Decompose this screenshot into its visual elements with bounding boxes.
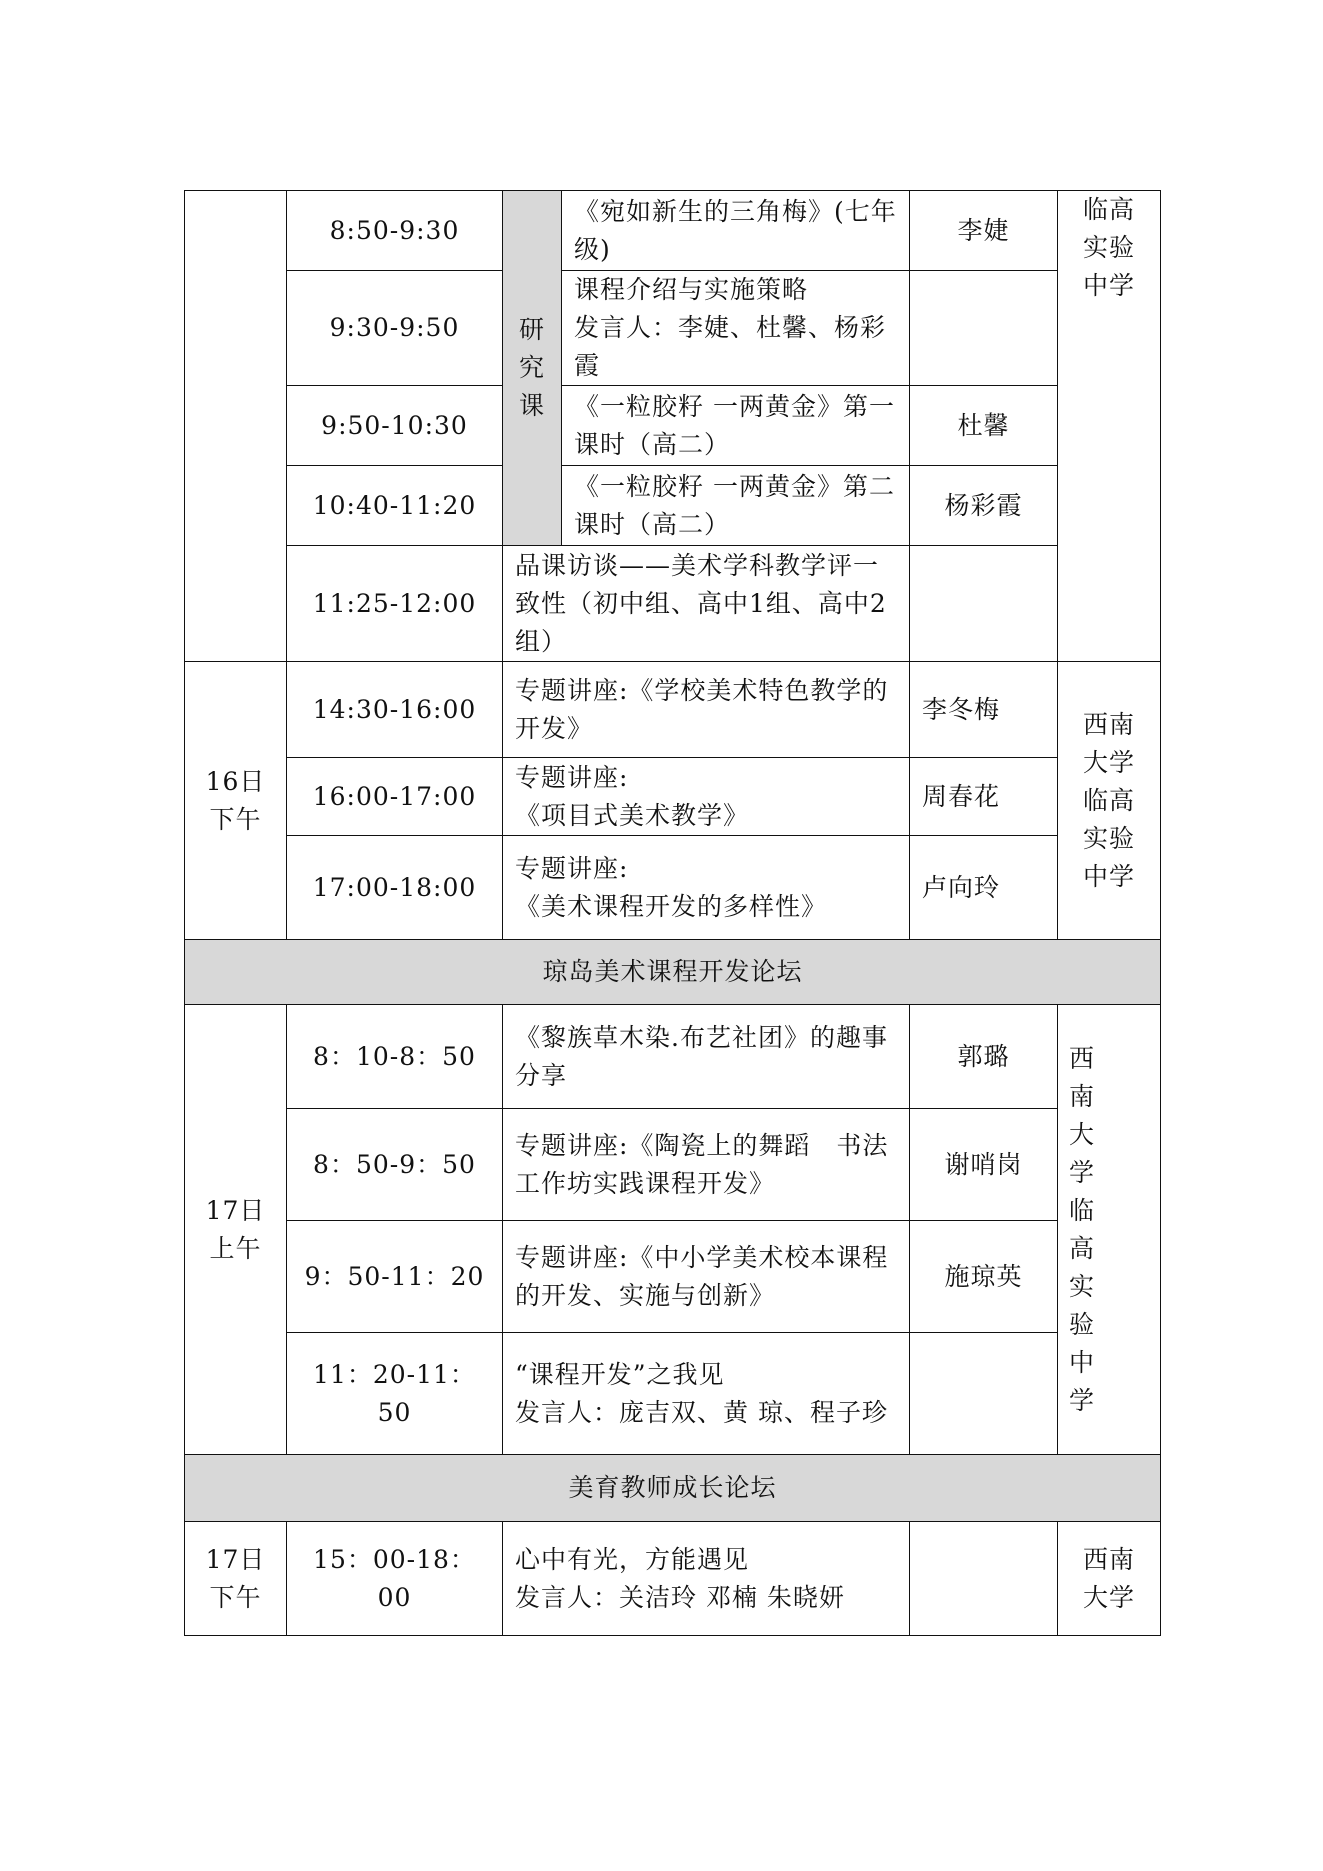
date-cell	[185, 662, 287, 940]
table-row	[185, 271, 1161, 386]
time-cell: 8:50-9:30	[287, 191, 503, 271]
host-label: 西南大学临高实验中学	[1082, 709, 1135, 891]
content-cell: 《宛如新生的三角梅》(七年级)	[562, 191, 910, 271]
session-type-label: 研究课	[518, 315, 545, 420]
content-cell	[503, 836, 910, 940]
time-cell: 16:00-17:00	[287, 758, 503, 836]
time-cell: 15：00-18：00	[287, 1522, 503, 1636]
time-cell: 10:40-11:20	[287, 466, 503, 546]
section-header-row	[185, 940, 1161, 1005]
session-type-cell	[503, 191, 562, 546]
host-cell	[1058, 1522, 1161, 1636]
content-cell: 《一粒胶籽 一两黄金》第二课时（高二）	[562, 466, 910, 546]
table-row	[185, 546, 1161, 662]
content-line: 发言人：关洁玲 邓楠 朱晓妍	[515, 1582, 845, 1612]
speaker-cell: 李冬梅	[910, 662, 1058, 758]
time-cell: 8：10-8：50	[287, 1005, 503, 1109]
schedule-table	[184, 190, 1161, 1636]
table-row	[185, 1522, 1161, 1636]
content-line: 《项目式美术教学》	[515, 800, 750, 830]
time-cell: 14:30-16:00	[287, 662, 503, 758]
time-cell: 11：20-11：50	[287, 1333, 503, 1455]
content-cell	[503, 758, 910, 836]
table-row	[185, 1005, 1161, 1109]
content-cell: 《一粒胶籽 一两黄金》第一课时（高二）	[562, 386, 910, 466]
time-cell: 9:50-10:30	[287, 386, 503, 466]
table-row	[185, 1333, 1161, 1455]
content-line: 课程介绍与实施策略	[574, 275, 809, 304]
table-row	[185, 386, 1161, 466]
content-cell	[503, 662, 910, 758]
date-cell	[185, 191, 287, 662]
section-title: 琼岛美术课程开发论坛	[185, 940, 1161, 1005]
host-label: 西南大学	[1082, 1544, 1135, 1612]
content-line: “课程开发”之我见	[515, 1359, 725, 1389]
time-cell: 11:25-12:00	[287, 546, 503, 662]
host-cell	[1058, 1005, 1161, 1455]
table-row	[185, 758, 1161, 836]
content-cell	[503, 1333, 910, 1455]
speaker-cell: 杨彩霞	[910, 466, 1058, 546]
table-row	[185, 191, 1161, 271]
speaker-cell: 卢向玲	[910, 836, 1058, 940]
speaker-cell	[910, 546, 1058, 662]
section-title: 美育教师成长论坛	[185, 1455, 1161, 1522]
content-line: 专题讲座:	[515, 762, 629, 792]
speaker-cell: 李婕	[910, 191, 1058, 271]
content-cell: 《黎族草木染.布艺社团》的趣事分享	[503, 1005, 910, 1109]
content-cell: 专题讲座:《陶瓷上的舞蹈 书法工作坊实践课程开发》	[503, 1109, 910, 1221]
content-cell	[562, 271, 910, 386]
speaker-cell	[910, 1522, 1058, 1636]
time-cell: 9:30-9:50	[287, 271, 503, 386]
speaker-cell: 谢哨岗	[910, 1109, 1058, 1221]
speaker-cell: 杜馨	[910, 386, 1058, 466]
date-label: 16日下午	[205, 766, 266, 834]
host-cell	[1058, 662, 1161, 940]
content-line: 发言人：李婕、杜馨、杨彩霞	[574, 313, 887, 380]
section-header-row	[185, 1455, 1161, 1522]
content-cell	[503, 1522, 910, 1636]
table-row	[185, 1221, 1161, 1333]
speaker-cell: 施琼英	[910, 1221, 1058, 1333]
content-line: 专题讲座:《学校美术特色教学的开发》	[515, 675, 889, 743]
date-label: 17日下午	[205, 1544, 266, 1612]
speaker-cell: 郭璐	[910, 1005, 1058, 1109]
speaker-cell	[910, 1333, 1058, 1455]
date-cell	[185, 1005, 287, 1455]
speaker-cell: 周春花	[910, 758, 1058, 836]
host-cell	[1058, 191, 1161, 662]
speaker-cell	[910, 271, 1058, 386]
content-line: 心中有光，方能遇见	[515, 1544, 750, 1574]
time-cell: 17:00-18:00	[287, 836, 503, 940]
content-cell: 专题讲座:《中小学美术校本课程的开发、实施与创新》	[503, 1221, 910, 1333]
host-label: 临高实验中学	[1082, 195, 1135, 300]
time-cell: 9：50-11：20	[287, 1221, 503, 1333]
table-row	[185, 662, 1161, 758]
table-row	[185, 1109, 1161, 1221]
date-label: 17日上午	[205, 1195, 266, 1263]
date-cell	[185, 1522, 287, 1636]
host-label: 西南大学临高实验中学	[1069, 1043, 1129, 1415]
content-line: 专题讲座:	[515, 853, 629, 883]
table-row	[185, 466, 1161, 546]
table-row	[185, 836, 1161, 940]
content-line: 《美术课程开发的多样性》	[515, 891, 828, 921]
content-line: 发言人：庞吉双、黄 琼、程子珍	[515, 1397, 888, 1427]
time-cell: 8：50-9：50	[287, 1109, 503, 1221]
content-cell: 品课访谈——美术学科教学评一致性（初中组、高中1组、高中2组）	[503, 546, 910, 662]
